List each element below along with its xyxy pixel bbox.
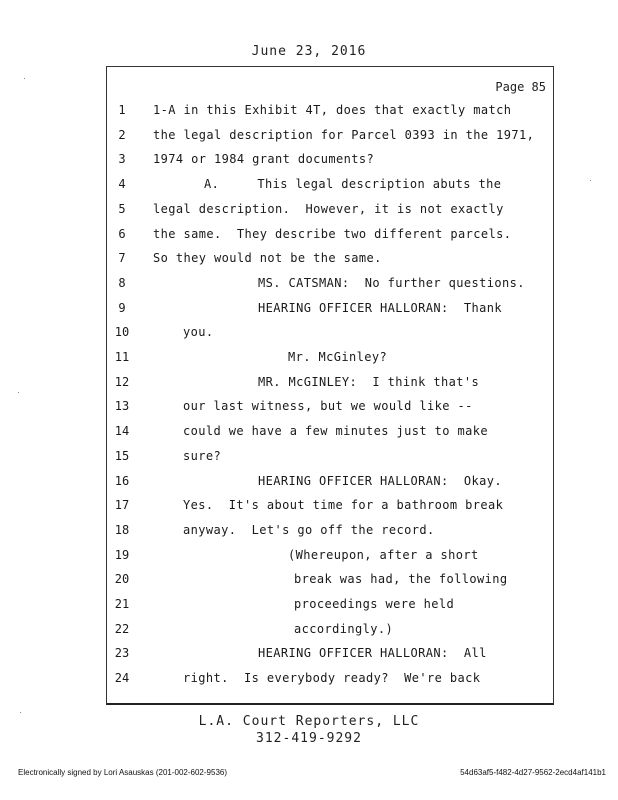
transcript-line: A. This legal description abuts the xyxy=(204,177,502,192)
line-number: 16 xyxy=(114,473,130,488)
line-number: 10 xyxy=(114,325,130,340)
line-number: 13 xyxy=(114,399,130,414)
line-number: 11 xyxy=(114,350,130,364)
transcript-line: could we have a few minutes just to make xyxy=(183,424,488,439)
line-number: 20 xyxy=(114,572,130,587)
transcript-line: MS. CATSMAN: No further questions. xyxy=(258,275,525,290)
transcript-line: right. Is everybody ready? We're back xyxy=(183,671,481,686)
transcript-line: HEARING OFFICER HALLORAN: All xyxy=(258,646,487,661)
line-number: 6 xyxy=(118,226,126,241)
transcript-line: legal description. However, it is not exactly xyxy=(153,201,504,216)
scan-speck xyxy=(18,392,19,393)
transcript-line: you. xyxy=(183,325,214,340)
line-number: 17 xyxy=(114,498,130,513)
transcript-line: our last witness, but we would like -- xyxy=(183,399,473,414)
header-date: June 23, 2016 xyxy=(251,44,367,59)
transcript-line: HEARING OFFICER HALLORAN: Okay. xyxy=(258,473,502,488)
transcript-line: the same. They describe two different parcels. xyxy=(153,226,512,241)
transcript-line: break was had, the following xyxy=(294,572,508,587)
transcript-line: sure? xyxy=(183,448,222,463)
line-number: 12 xyxy=(114,374,130,389)
line-number: 24 xyxy=(114,671,130,686)
transcript-line: Yes. It's about time for a bathroom break xyxy=(183,498,504,513)
line-number: 15 xyxy=(114,448,130,463)
transcript-line: 1-A in this Exhibit 4T, does that exactly match xyxy=(153,103,512,117)
line-number: 9 xyxy=(118,300,126,315)
scan-speck xyxy=(24,78,25,79)
line-number: 21 xyxy=(114,597,130,611)
line-number: 18 xyxy=(114,522,130,537)
line-number: 8 xyxy=(118,275,126,290)
transcript-line: accordingly.) xyxy=(294,621,394,636)
line-number: 7 xyxy=(118,251,126,266)
page-label: Page 85 xyxy=(495,80,546,94)
footer-phone: 312-419-9292 xyxy=(256,731,362,746)
footer-reporter: L.A. Court Reporters, LLC xyxy=(198,714,420,729)
line-number: 5 xyxy=(118,201,126,216)
esign-document-id: 54d63af5-f482-4d27-9562-2ecd4af141b1 xyxy=(460,768,606,777)
line-number: 4 xyxy=(118,177,126,192)
transcript-line: Mr. McGinley? xyxy=(288,350,388,364)
transcript-line: So they would not be the same. xyxy=(153,251,382,266)
scan-speck xyxy=(590,180,591,181)
transcript-line: the legal description for Parcel 0393 in the 1971, xyxy=(153,127,535,142)
line-number: 22 xyxy=(114,621,130,636)
transcript-line: anyway. Let's go off the record. xyxy=(183,522,435,537)
transcript-line: HEARING OFFICER HALLORAN: Thank xyxy=(258,300,502,315)
scan-speck xyxy=(20,712,21,713)
transcript-line: 1974 or 1984 grant documents? xyxy=(153,152,375,167)
transcript-line: MR. McGINLEY: I think that's xyxy=(258,374,480,389)
transcript-line: (Whereupon, after a short xyxy=(288,547,479,562)
esign-signature: Electronically signed by Lori Asauskas (201-002-602-9536) xyxy=(18,768,228,777)
line-number: 3 xyxy=(118,152,126,167)
line-number: 14 xyxy=(114,424,130,439)
line-number: 23 xyxy=(114,646,130,661)
line-number: 1 xyxy=(118,103,126,117)
line-number: 2 xyxy=(118,127,126,142)
line-number: 19 xyxy=(114,547,130,562)
transcript-line: proceedings were held xyxy=(294,597,455,611)
